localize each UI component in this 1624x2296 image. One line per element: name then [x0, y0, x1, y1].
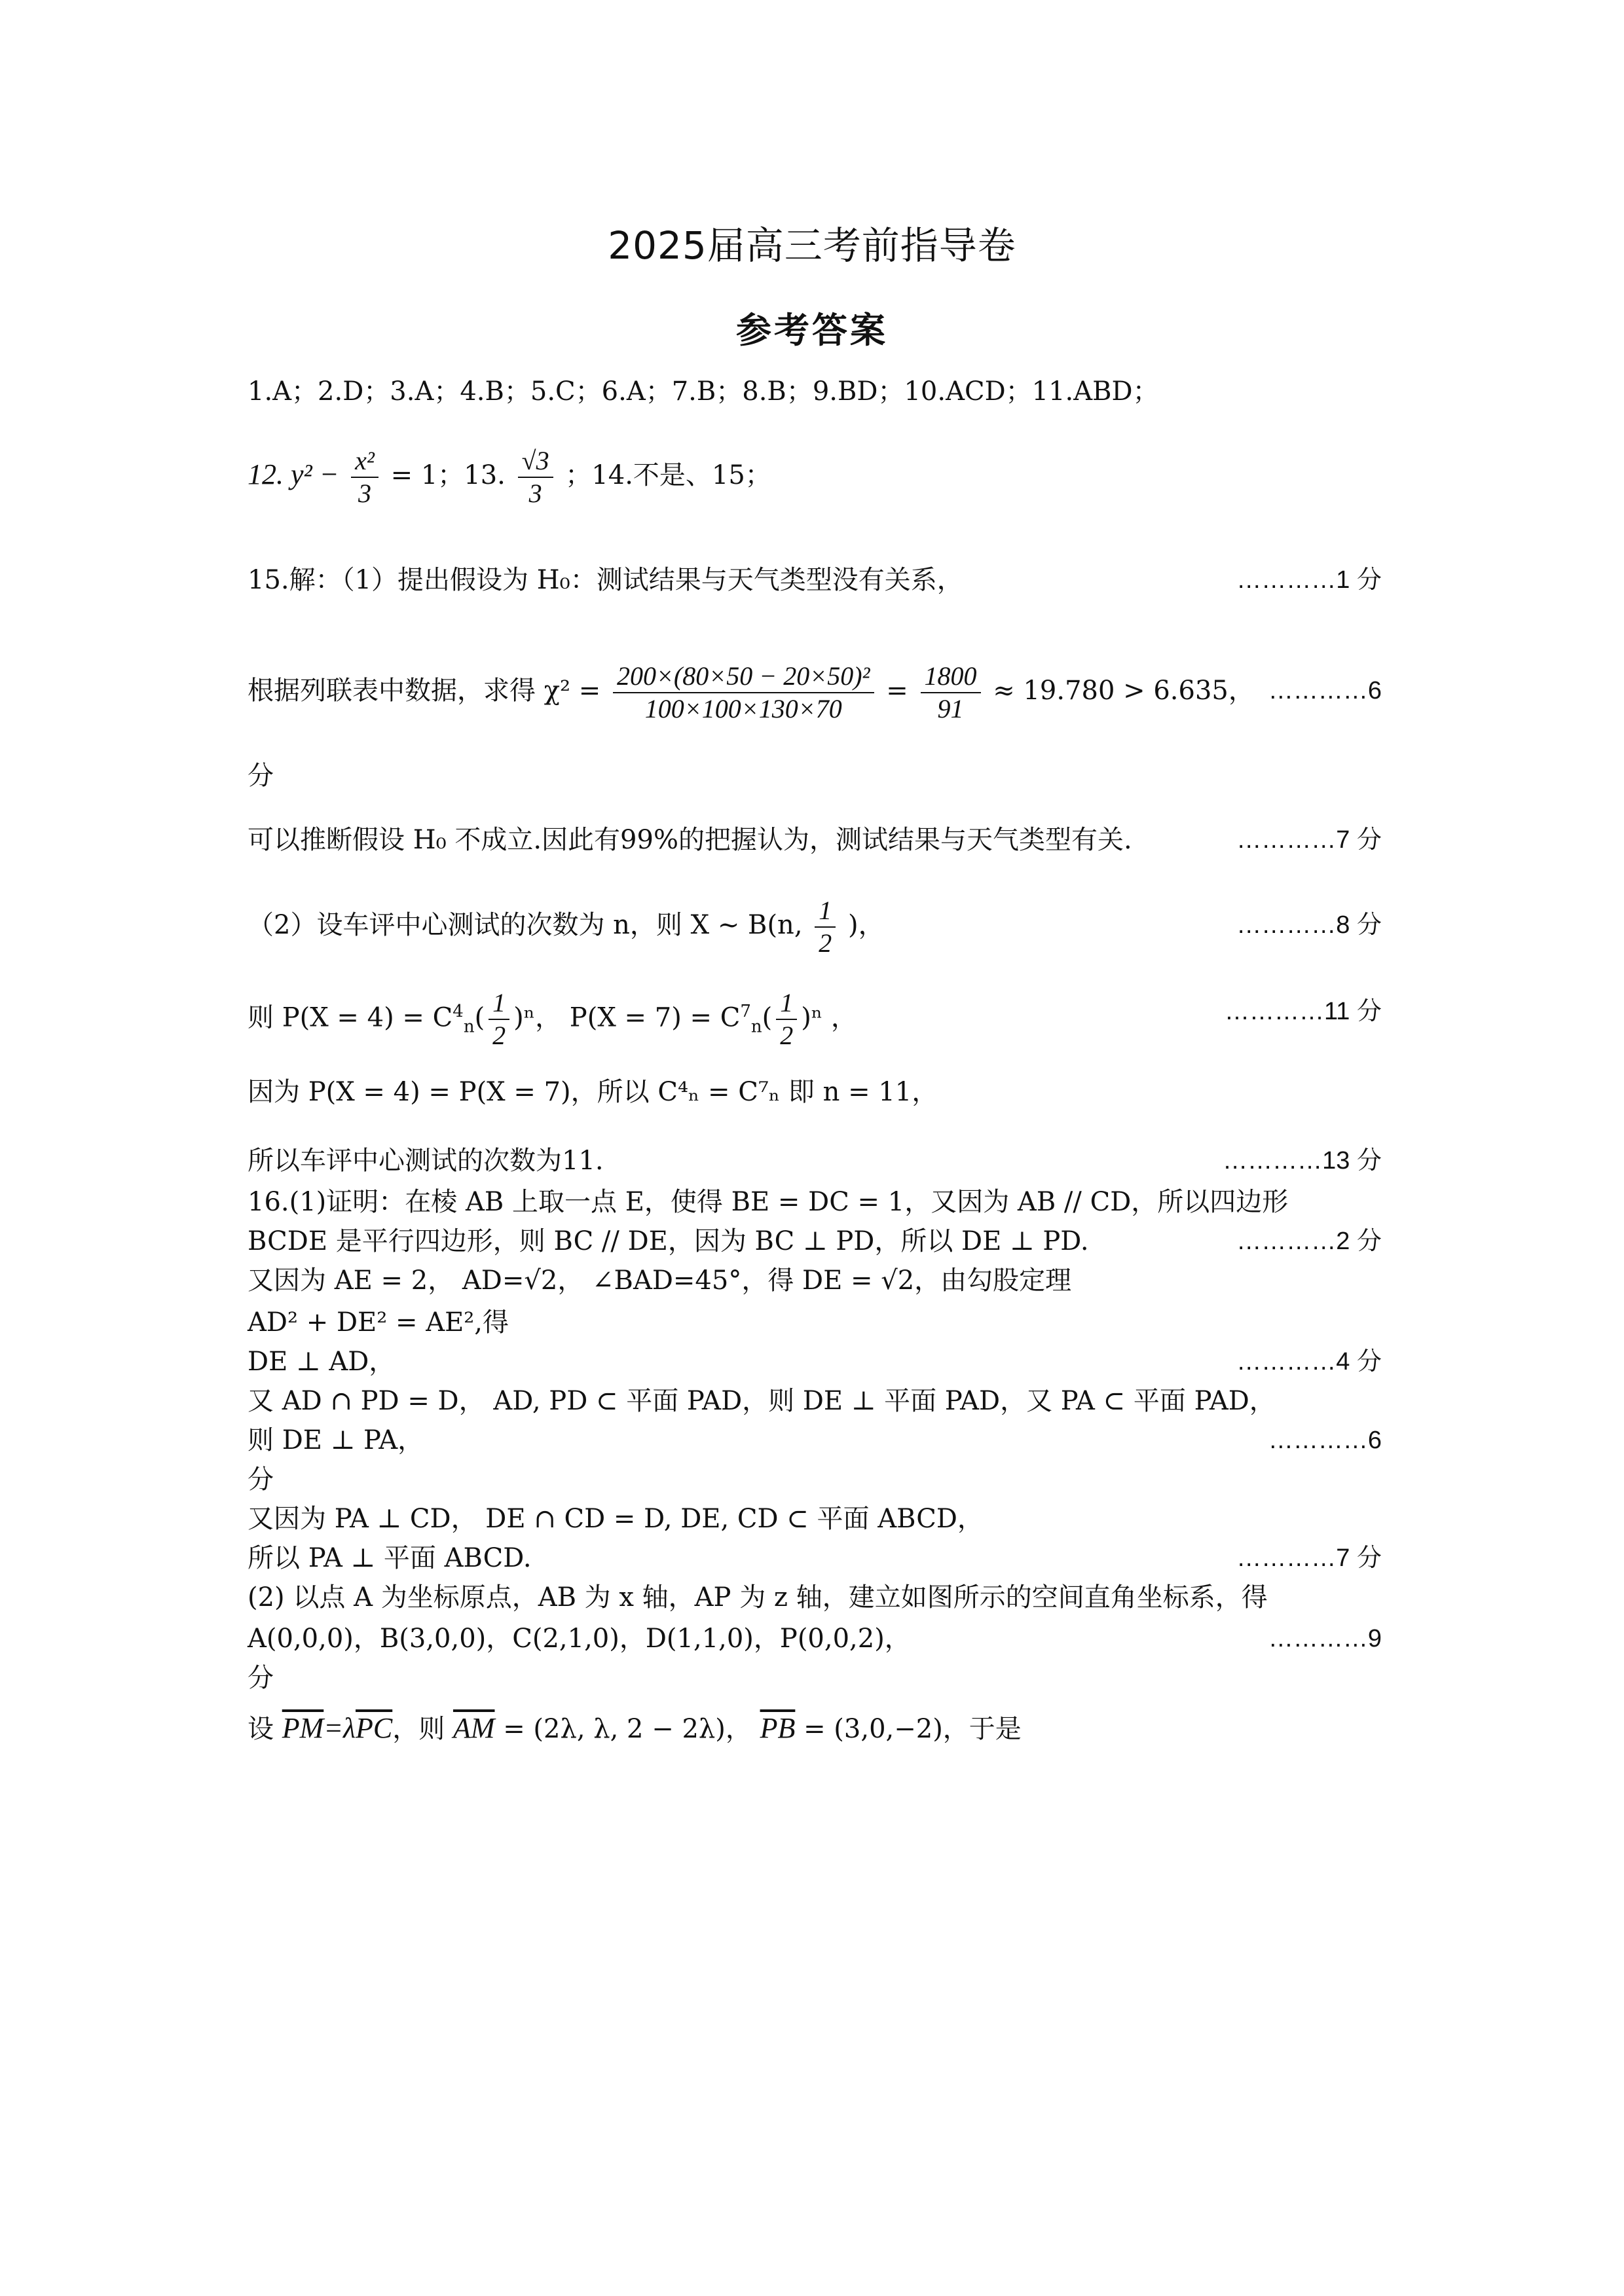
choice-answers: 1.A；2.D；3.A；4.B；5.C；6.A；7.B；8.B；9.BD；10.ACD；11.ABD； [248, 376, 1159, 407]
q15-score-4: …………8 分 [1236, 911, 1382, 939]
q15-score-7: …………13 分 [1223, 1147, 1382, 1175]
q16-score-9: …………7 分 [1236, 1544, 1382, 1572]
q15-line-5: 则 $P(X = 4) = C^4_n$( $\frac{1}{2}$ )ⁿ， $P(X = 7) = C^7_n$( $\frac{1}{2}$ )ⁿ ， [248, 988, 857, 1051]
q16-score-7-unit: 分 [248, 1465, 274, 1495]
q15-line-4: （2）设车评中心测试的次数为 n，则 X ~ B(n, $\frac{1}{2}$ )， [248, 896, 885, 958]
q15-score-3: …………7 分 [1236, 826, 1382, 854]
q16-line-7: 则 DE ⊥ PA， [248, 1425, 424, 1455]
fill-answers: 12. y² − $\frac{\text{x²}}{3}$ = 1；13. $\frac{√3}{3}$ ；14.不是、15； [248, 446, 771, 508]
q16-line-1: 16.(1)证明：在棱 AB 上取一点 E，使得 BE = DC = 1，又因为 AB // CD，所以四边形 [248, 1187, 1289, 1217]
fraction: $\frac{√3}{3}$ [518, 445, 553, 509]
q16-score-5: …………4 分 [1236, 1348, 1382, 1376]
q15-line-7: 所以车评中心测试的次数为11. [248, 1146, 604, 1176]
vector-pb: $\overline{PB}$ [760, 1712, 796, 1744]
q16-score-7: …………6 [1268, 1427, 1382, 1454]
q16-score-2: …………2 分 [1236, 1228, 1382, 1255]
q16-score-11-unit: 分 [248, 1663, 274, 1693]
vector-pm: $\overline{PM}$ [282, 1712, 324, 1744]
q15-line-3: 可以推断假设 H₀ 不成立.因此有99%的把握认为，测试结果与天气类型有关. [248, 825, 1132, 855]
q16-line-3: 又因为 AE = 2， AD=√2， ∠BAD=45°，得 DE = √2，由勾股定理 [248, 1266, 1072, 1296]
q15-line-6: 因为 P(X = 4) = P(X = 7)，所以 C⁴ₙ = C⁷ₙ 即 n = 11， [248, 1077, 938, 1107]
fraction: $\frac{1}{2}$ [776, 987, 797, 1051]
q16-line-9: 所以 PA ⊥ 平面 ABCD. [248, 1543, 532, 1573]
q16-score-11: …………9 [1268, 1625, 1382, 1652]
q15-line-2: 根据列联表中数据，求得 χ² = $\frac{\text{200×(80×50 − 20×50)²}}{100\times 100\times 130\times 70}$ = $\frac{1800}{91}$ ≈ 19.780 > 6.635， [248, 661, 1255, 723]
chi-square-fraction: $\frac{\text{200×(80×50 − 20×50)²}}{100\times 100\times 130\times 70}$ [613, 661, 874, 725]
q16-line-5: DE ⊥ AD， [248, 1347, 396, 1377]
q16-line-4: AD² + DE² = AE²,得 [248, 1307, 509, 1338]
q15-line-1: 15.解：（1）提出假设为 H₀：测试结果与天气类型没有关系， [248, 565, 963, 595]
fraction: $\frac{\text{x²}}{3}$ [351, 445, 378, 509]
q16-line-11: A(0,0,0)，B(3,0,0)，C(2,1,0)，D(1,1,0)，P(0,0,2)， [248, 1624, 911, 1654]
q15-score-1: …………1 分 [1236, 566, 1382, 594]
q15-score-5: …………11 分 [1224, 998, 1382, 1025]
fraction: $\frac{1}{2}$ [489, 987, 509, 1051]
page-subtitle: 参考答案 [736, 310, 888, 351]
q16-line-2: BCDE 是平行四边形，则 BC // DE，因为 BC ⊥ PD，所以 DE ⊥ PD. [248, 1226, 1089, 1256]
q15-score-2: …………6 [1268, 677, 1382, 704]
fraction: $\frac{1}{2}$ [815, 895, 836, 959]
q16-line-12: 设 $\overline{PM}=\lambda\overline{PC}$，则 $\overline{AM} = (2\lambda$, λ, 2 − 2λ)， $\overline{PB} = (3,0,-2)$，于是 [248, 1712, 1022, 1744]
q16-line-10: (2) 以点 A 为坐标原点，AB 为 x 轴，AP 为 z 轴，建立如图所示的空间直角坐标系，得 [248, 1582, 1268, 1613]
q16-line-6: 又 AD ∩ PD = D， AD, PD ⊂ 平面 PAD，则 DE ⊥ 平面 PAD，又 PA ⊂ 平面 PAD， [248, 1386, 1276, 1416]
fraction: $\frac{1800}{91}$ [921, 661, 981, 725]
vector-pc: $\overline{PC}$ [356, 1712, 393, 1744]
q16-line-8: 又因为 PA ⊥ CD， DE ∩ CD = D, DE, CD ⊂ 平面 ABCD， [248, 1504, 984, 1534]
page-title: 2025届高三考前指导卷 [608, 223, 1016, 268]
vector-am: $\overline{AM}$ [452, 1712, 495, 1744]
q15-score-2-unit: 分 [248, 761, 274, 791]
